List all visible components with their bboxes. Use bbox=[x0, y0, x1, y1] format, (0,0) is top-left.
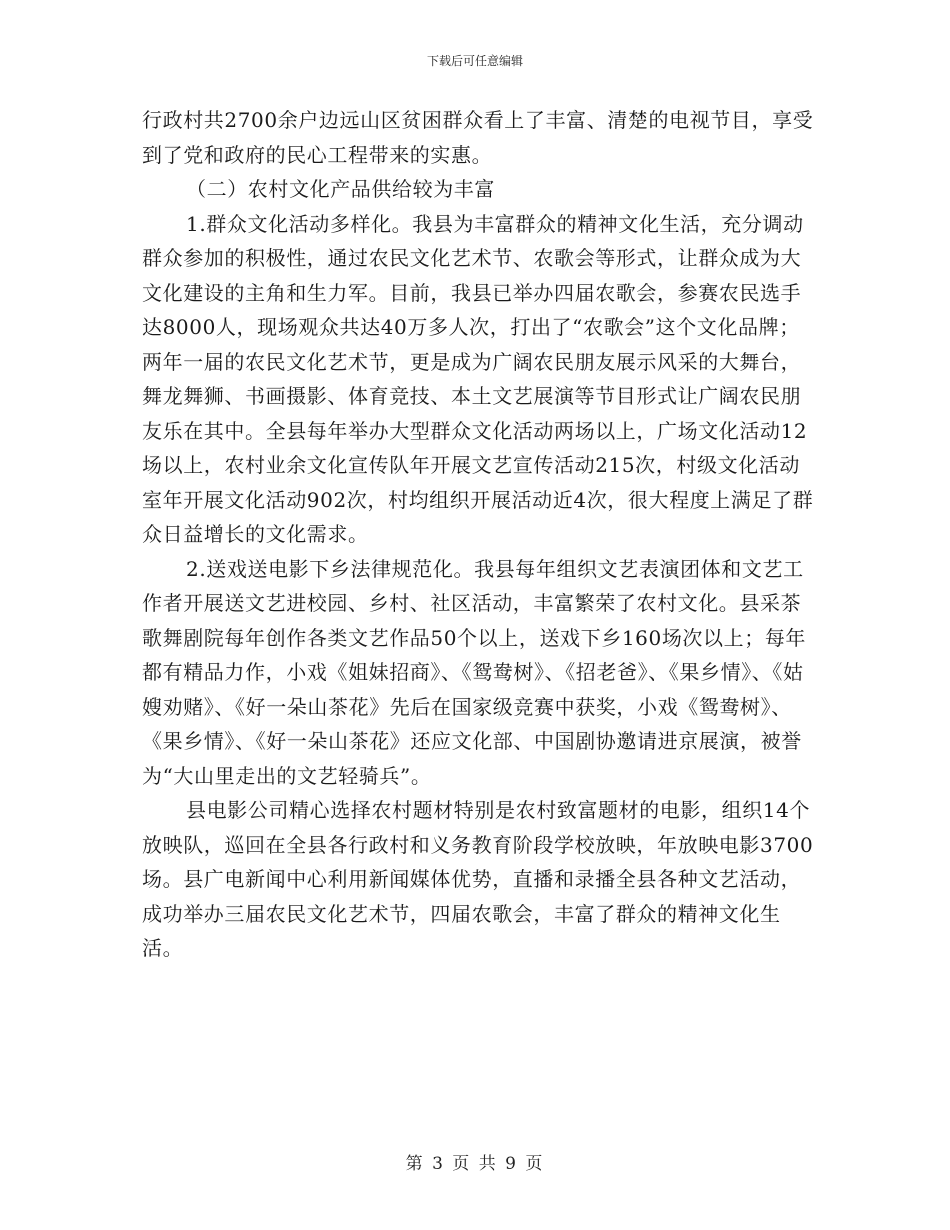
page-number: 第 3 页 共 9 页 bbox=[405, 1154, 545, 1174]
document-body bbox=[142, 103, 814, 966]
paragraph-continued: 行政村共2700余户边远山区贫困群众看上了丰富、清楚的电视节目，享受到了党和政府的民心工程带来的实惠。 bbox=[142, 108, 814, 167]
page-header: 下载后可任意编辑 bbox=[426, 54, 523, 68]
paragraph-mass-culture: 1.群众文化活动多样化。我县为丰富群众的精神文化生活，充分调动群众参加的积极性，通过农民文化艺术节、农歌会等形式，让群众成为大文化建设的主角和生力军。目前，我县已举办四届农歌会，参赛农民选手达8000人，现场观众共达40万多人次，打出了“农歌会”这个文化品牌；两年一届的农民文化艺术节，更是成为广阔农民朋友展示风采的大舞台，舞龙舞狮、书画摄影、体育竞技、本土文艺展演等节目形式让广阔农民朋友乐在其中。全县每年举办大型群众文化活动两场以上，广场文化活动12场以上，农村业余文化宣传队年开展文艺宣传活动215次，村级文化活动室年开展文化活动902次，村均组织开展活动近4次，很大程度上满足了群众日益增长的文化需求。 bbox=[142, 211, 814, 546]
paragraph-drama-film: 2.送戏送电影下乡法律规范化。我县每年组织文艺表演团体和文艺工作者开展送文艺进校园、乡村、社区活动，丰富繁荣了农村文化。县采茶歌舞剧院每年创作各类文艺作品50个以上，送戏下乡160场次以上；每年都有精品力作，小戏《姐妹招商》、《鸳鸯树》、《招老爸》、《果乡情》、《姑嫂劝赌》、《好一朵山茶花》先后在国家级竞赛中获奖，小戏《鸳鸯树》、《果乡情》、《好一朵山茶花》还应文化部、中国剧协邀请进京展演，被誉为“大山里走出的文艺轻骑兵”。 bbox=[142, 556, 807, 788]
section-heading: （二）农村文化产品供给较为丰富 bbox=[186, 177, 495, 201]
paragraph-film-company: 县电影公司精心选择农村题材特别是农村致富题材的电影，组织14个放映队，巡回在全县各行政村和义务教育阶段学校放映，年放映电影3700场。县广电新闻中心利用新闻媒体优势，直播和录播全县各种文艺活动，成功举办三届农民文化艺术节，四届农歌会，丰富了群众的精神文化生活。 bbox=[142, 798, 814, 960]
